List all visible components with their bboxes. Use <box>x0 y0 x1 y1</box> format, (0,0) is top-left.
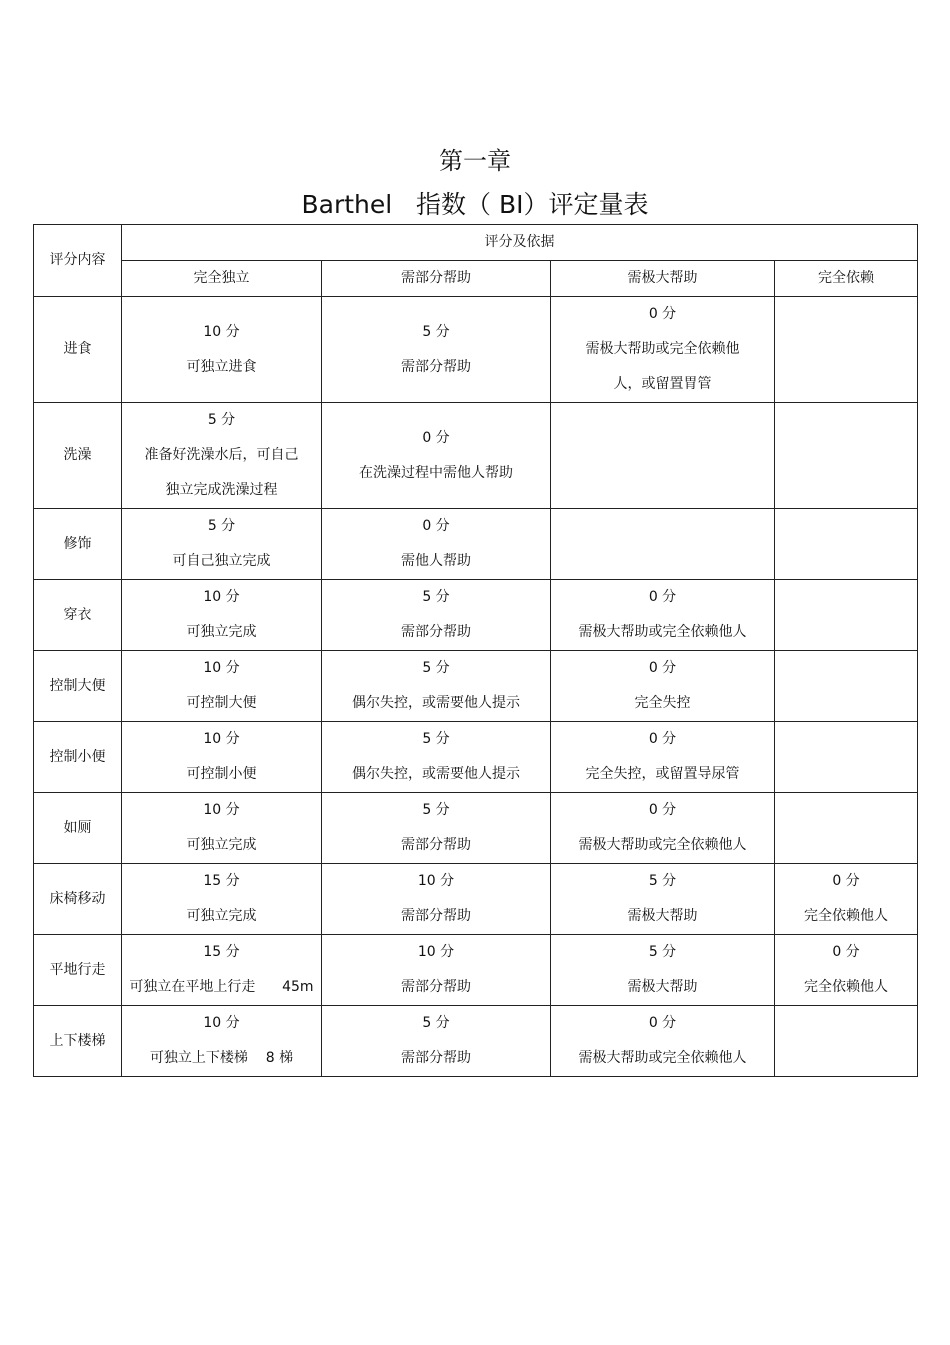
score-cell <box>775 935 918 1006</box>
table-row <box>34 580 918 651</box>
row-item-label: 上下楼梯 <box>34 1006 122 1077</box>
score-value: 10 分 <box>203 660 240 676</box>
score-criteria: 准备好洗澡水后，可自己 <box>144 447 299 463</box>
score-criteria: 完全依赖他人 <box>804 979 888 995</box>
score-criteria: 需极大帮助或完全依赖他人 <box>578 837 747 853</box>
score-cell <box>775 580 918 651</box>
score-cell <box>122 403 322 509</box>
score-cell <box>322 722 551 793</box>
score-cell <box>122 1006 322 1077</box>
score-criteria: 需部分帮助 <box>401 624 471 640</box>
score-cell <box>551 403 775 509</box>
table-row <box>34 722 918 793</box>
score-criteria: 需极大帮助 <box>627 908 698 924</box>
score-value: 5 分 <box>422 323 450 340</box>
score-value: 0 分 <box>648 1015 677 1031</box>
table-row <box>34 403 918 509</box>
score-cell <box>122 864 322 935</box>
score-value: 0 分 <box>648 731 677 747</box>
score-value: 5 分 <box>648 873 677 889</box>
table-row <box>34 651 918 722</box>
score-value: 0 分 <box>832 944 860 960</box>
score-value: 10 分 <box>203 323 240 340</box>
score-criteria: 需部分帮助 <box>401 358 471 375</box>
score-criteria: 独立完成洗澡过程 <box>165 482 278 498</box>
score-cell <box>775 793 918 864</box>
score-value: 10 分 <box>203 1015 240 1031</box>
row-item-label: 控制小便 <box>34 722 122 793</box>
score-cell <box>322 297 551 403</box>
score-criteria: 需极大帮助或完全依赖他人 <box>578 624 747 640</box>
score-criteria: 可独立在平地上行走 45m <box>129 979 314 995</box>
score-criteria: 偶尔失控，或需要他人提示 <box>352 695 520 711</box>
table-subheader-row <box>34 261 918 297</box>
score-cell <box>322 935 551 1006</box>
score-criteria: 可独立上下楼梯 8 梯 <box>149 1050 294 1066</box>
table-row <box>34 1006 918 1077</box>
score-value: 5 分 <box>422 802 450 818</box>
header-level-major-help: 需极大帮助 <box>551 261 775 297</box>
score-cell <box>551 651 775 722</box>
score-cell <box>322 793 551 864</box>
score-cell <box>551 935 775 1006</box>
row-item-label: 修饰 <box>34 509 122 580</box>
header-level-partial-help: 需部分帮助 <box>322 261 551 297</box>
score-value: 10 分 <box>203 731 240 747</box>
row-item-label: 如厕 <box>34 793 122 864</box>
score-criteria: 在洗澡过程中需他人帮助 <box>359 464 513 481</box>
score-criteria: 需部分帮助 <box>401 837 471 853</box>
score-value: 5 分 <box>422 1015 450 1031</box>
score-value: 0 分 <box>832 873 860 889</box>
score-criteria: 偶尔失控，或需要他人提示 <box>352 766 520 782</box>
score-criteria: 需他人帮助 <box>401 553 471 569</box>
score-criteria: 可独立进食 <box>186 358 257 375</box>
score-cell <box>551 1006 775 1077</box>
score-cell <box>322 509 551 580</box>
table-row <box>34 793 918 864</box>
score-cell <box>775 403 918 509</box>
score-criteria: 可控制大便 <box>186 695 257 711</box>
score-cell <box>775 722 918 793</box>
score-criteria: 可控制小便 <box>186 766 257 782</box>
score-cell <box>775 1006 918 1077</box>
score-cell <box>322 864 551 935</box>
score-cell <box>122 297 322 403</box>
score-cell <box>122 580 322 651</box>
score-value: 0 分 <box>648 802 677 818</box>
score-cell <box>551 509 775 580</box>
row-item-label: 控制大便 <box>34 651 122 722</box>
score-criteria: 完全依赖他人 <box>804 908 888 924</box>
score-value: 0 分 <box>648 660 677 676</box>
table-row <box>34 297 918 403</box>
page-title: Barthel 指数（ BI）评定量表 <box>301 190 649 219</box>
score-value: 10 分 <box>417 944 455 960</box>
score-criteria: 需极大帮助或完全依赖他 <box>585 341 740 357</box>
chapter-heading: 第一章 <box>439 147 511 175</box>
score-criteria: 可独立完成 <box>186 624 257 640</box>
table-row <box>34 864 918 935</box>
score-criteria: 完全失控，或留置导尿管 <box>585 766 740 782</box>
header-level-independent: 完全独立 <box>122 261 322 297</box>
score-criteria: 需部分帮助 <box>401 979 471 995</box>
score-value: 15 分 <box>203 873 240 889</box>
row-item-label: 穿衣 <box>34 580 122 651</box>
score-cell <box>322 1006 551 1077</box>
table-header-row <box>34 225 918 261</box>
score-cell <box>551 580 775 651</box>
score-cell <box>322 651 551 722</box>
score-cell <box>775 651 918 722</box>
score-criteria: 人，或留置胃管 <box>613 376 712 392</box>
row-item-label: 平地行走 <box>34 935 122 1006</box>
score-cell <box>122 651 322 722</box>
score-cell <box>122 509 322 580</box>
barthel-index-table <box>33 224 918 1077</box>
score-value: 0 分 <box>648 589 677 605</box>
score-cell <box>322 580 551 651</box>
score-cell <box>551 864 775 935</box>
score-value: 5 分 <box>207 412 236 428</box>
header-group-cell: 评分及依据 <box>122 225 918 261</box>
score-cell <box>551 297 775 403</box>
score-cell <box>322 403 551 509</box>
score-value: 5 分 <box>648 944 677 960</box>
row-item-label: 床椅移动 <box>34 864 122 935</box>
score-criteria: 可独立完成 <box>186 837 257 853</box>
score-cell <box>122 793 322 864</box>
score-criteria: 可自己独立完成 <box>172 553 271 569</box>
score-value: 5 分 <box>422 660 450 676</box>
score-value: 0 分 <box>422 518 450 534</box>
score-value: 5 分 <box>207 518 236 534</box>
score-cell <box>775 509 918 580</box>
score-value: 10 分 <box>203 589 240 605</box>
score-criteria: 需极大帮助 <box>627 979 698 995</box>
score-cell <box>122 935 322 1006</box>
score-criteria: 完全失控 <box>634 695 691 711</box>
row-item-label: 进食 <box>34 297 122 403</box>
score-value: 5 分 <box>422 589 450 605</box>
table-row <box>34 509 918 580</box>
score-cell <box>122 722 322 793</box>
score-cell <box>775 864 918 935</box>
score-cell <box>551 793 775 864</box>
score-criteria: 需部分帮助 <box>401 908 471 924</box>
row-item-label: 洗澡 <box>34 403 122 509</box>
score-value: 15 分 <box>203 944 240 960</box>
score-criteria: 可独立完成 <box>186 908 257 924</box>
score-value: 10 分 <box>417 873 455 889</box>
header-level-dependent: 完全依赖 <box>775 261 918 297</box>
score-cell <box>775 297 918 403</box>
score-criteria: 需部分帮助 <box>401 1050 471 1066</box>
header-item-cell: 评分内容 <box>34 225 122 297</box>
score-criteria: 需极大帮助或完全依赖他人 <box>578 1050 747 1066</box>
table-row <box>34 935 918 1006</box>
score-cell <box>551 722 775 793</box>
score-value: 5 分 <box>422 731 450 747</box>
score-value: 10 分 <box>203 802 240 818</box>
score-value: 0 分 <box>648 306 677 322</box>
score-value: 0 分 <box>422 429 450 446</box>
